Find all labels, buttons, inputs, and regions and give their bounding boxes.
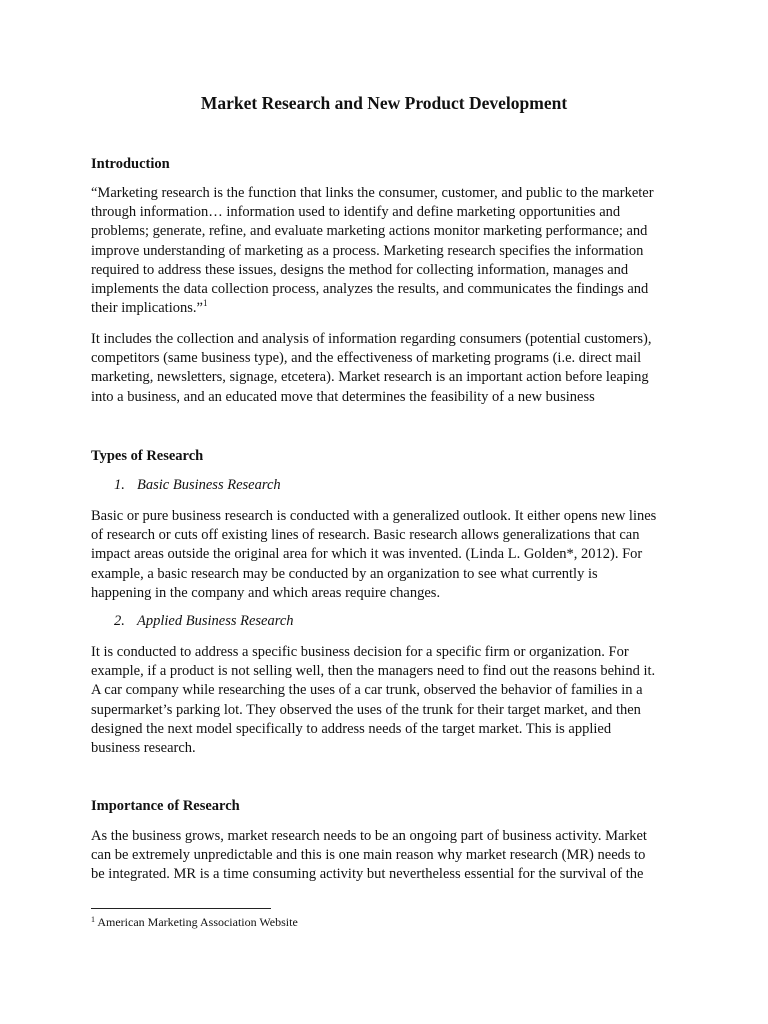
subheading-applied-research: Applied Business Research [137,613,294,629]
text-line: example, a basic research may be conducted by an organization to see what currently is [91,565,598,582]
footnote-separator [91,908,271,909]
paragraph-basic-research [91,507,683,603]
text-line: into a business, and an educated move that determines the feasibility of a new business [91,388,595,405]
list-number: 1. [114,477,125,493]
footnote [91,915,298,930]
text-line: “Marketing research is the function that links the consumer, customer, and public to the marketer [91,185,654,201]
text-line: Basic or pure business research is conducted with a generalized outlook. It either opens new lines [91,508,657,524]
text-fragment: their implications.” [91,300,203,317]
text-line: through information… information used to identify and define marketing opportunities and [91,204,621,221]
heading-types-of-research: Types of Research [91,448,204,464]
text-line: can be extremely unpredictable and this is one main reason why market research (MR) needs to [91,847,646,864]
text-line: It is conducted to address a specific business decision for a specific firm or organization. For [91,644,629,660]
text-line: improve understanding of marketing as a process. Marketing research specifies the information [91,242,644,259]
text-line: be integrated. MR is a time consuming activity but nevertheless essential for the survival of the [91,866,644,883]
text-line: It includes the collection and analysis of information regarding consumers (potential customers), [91,331,652,347]
text-line: As the business grows, market research needs to be an ongoing part of business activity. Market [91,828,647,844]
text-line: happening in the company and which areas require changes. [91,584,441,601]
text-line: of research or cuts off existing lines of research. Basic research allows generalizations that can [91,527,640,544]
heading-introduction: Introduction [91,156,170,172]
footnote-number: 1 [91,915,95,924]
paragraph-importance [91,827,683,885]
footnote-reference[interactable]: 1 [202,298,208,309]
text-line: required to address these issues, designs the method for collecting information, manages and [91,261,629,278]
paragraph-intro-scope [91,330,683,407]
footnote-text: American Marketing Association Website [97,915,298,929]
text-line: designed the next model specifically to address needs of the target market. This is applied [91,720,612,737]
text-line: A car company while researching the uses of a car trunk, observed the behavior of families in a [91,682,643,699]
text-line: impact areas outside the original area for which it was invented. (Linda L. Golden*, 2012). For [91,546,643,563]
text-line: supermarket’s parking lot. They observed the uses of the trunk for their target market, and then [91,701,641,718]
list-item-applied-research [114,613,294,630]
paragraph-applied-research [91,643,683,758]
text-line: problems; generate, refine, and evaluate marketing actions monitor marketing performance; and [91,223,648,240]
heading-importance-of-research: Importance of Research [91,798,240,814]
text-line: competitors (same business type), and the effectiveness of marketing programs (i.e. direct mail [91,350,642,367]
text-line: implements the data collection process, analyzes the results, and communicates the findings and [91,281,649,298]
text-line [91,299,683,318]
text-line: marketing, newsletters, signage, etcetera). Market research is an important action before leaping [91,369,649,386]
text-line: business research. [91,740,196,757]
list-item-basic-research [114,477,281,494]
paragraph-intro-definition [91,184,683,318]
document-title: Market Research and New Product Development [200,93,568,113]
subheading-basic-research: Basic Business Research [137,477,281,493]
text-line: example, if a product is not selling well, then the managers need to find out the reasons behind it. [91,663,656,680]
list-number: 2. [114,613,125,629]
